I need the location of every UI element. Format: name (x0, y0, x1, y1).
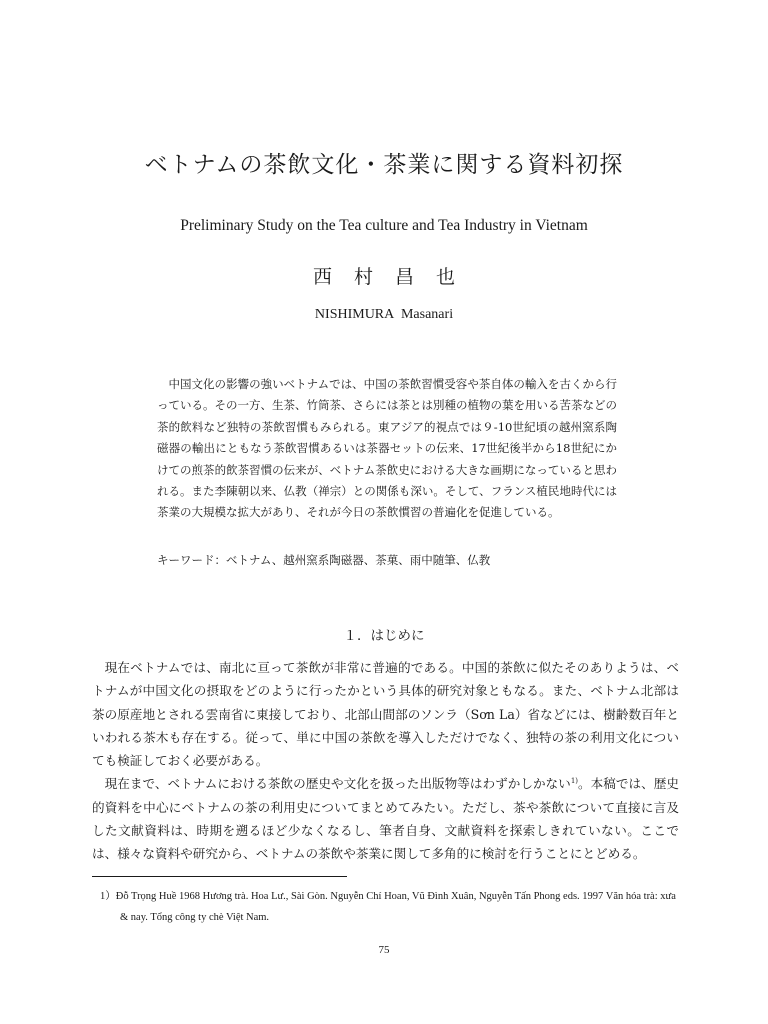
author-name-japanese: 西村昌也 (312, 266, 477, 288)
paragraph-1: 現在ベトナムでは、南北に亘って茶飲が非常に普遍的である。中国的茶飲に似たそのありようは、ベトナムが中国文化の摂取をどのように行ったかという具体的研究対象ともなる。また、ベトナム北部は茶の原産地とされる雲南省に東接しており、北部山間部のソンラ（Sơn La）省などには、樹齢数百年といわれる茶木も存在する。従って、単に中国の茶飲を導入しただけでなく、独特の茶の利用文化についても検証しておく必要がある。 (92, 660, 679, 769)
paragraph-2 (92, 772, 679, 865)
footnote (92, 886, 679, 928)
title-japanese: ベトナムの茶飲文化・茶業に関する資料初探 (144, 152, 624, 178)
abstract-text: 中国文化の影響の強いベトナムでは、中国の茶飲習慣受容や茶自体の輸入を古くから行っている。その一方、生茶、竹筒茶、さらには茶とは別種の植物の葉を用いる苦茶などの茶的飲料など独特の茶飲習慣もみられる。東アジア的視点では９-10世紀頃の越州窯系陶磁器の輸出にともなう茶飲習慣あるいは茶器セットの伝来、17世紀後半から18世紀にかけての煎茶的飲茶習慣の伝来が、ベトナム茶飲史における大きな画期になっていると思われる。また李陳朝以来、仏教（禅宗）との関係も深い。そして、フランス植民地時代には茶業の大規模な拡大があり、それが今日の茶飲慣習の普遍化を促進している。 (157, 377, 617, 520)
title-english: Preliminary Study on the Tea culture and Tea Industry in Vietnam (180, 217, 588, 234)
author-name-english: NISHIMURA Masanari (314, 307, 454, 322)
footnote-text: 1）Đỗ Trọng Huề 1968 Hương trà. Hoa Lư., Sài Gòn. Nguyễn Chí Hoan, Vũ Đình Xuân, Nguyễn Tấn Phong eds. 1997 Văn hóa trà: xưa & nay. Tổng công ty chè Việt Nam. (100, 891, 676, 923)
footnote-reference[interactable]: 1) (570, 777, 578, 786)
keywords: キーワード：ベトナム、越州窯系陶磁器、茶菓、雨中随筆、仏教 (157, 553, 491, 567)
paragraph-2-text-a: 現在まで、ベトナムにおける茶飲の歴史や文化を扱った出版物等はわずかしかない (104, 776, 571, 792)
page-number: 75 (378, 944, 390, 956)
body-text (92, 656, 679, 866)
abstract (157, 374, 617, 524)
paragraph-2-text-b: 。本稿では、歴史的資料を中心にベトナムの茶の利用史についてまとめてみたい。ただし、茶や茶飲について直接に言及した文献資料は、時期を遡るほど少なくなるし、筆者自身、文献資料を探索しきれていない。ここでは、様々な資料や研究から、ベトナムの茶飲や茶業に関して多角的に検討を行うことにとどめる。 (92, 776, 679, 862)
footnote-divider (92, 876, 347, 877)
section-heading: １．はじめに (343, 628, 425, 644)
